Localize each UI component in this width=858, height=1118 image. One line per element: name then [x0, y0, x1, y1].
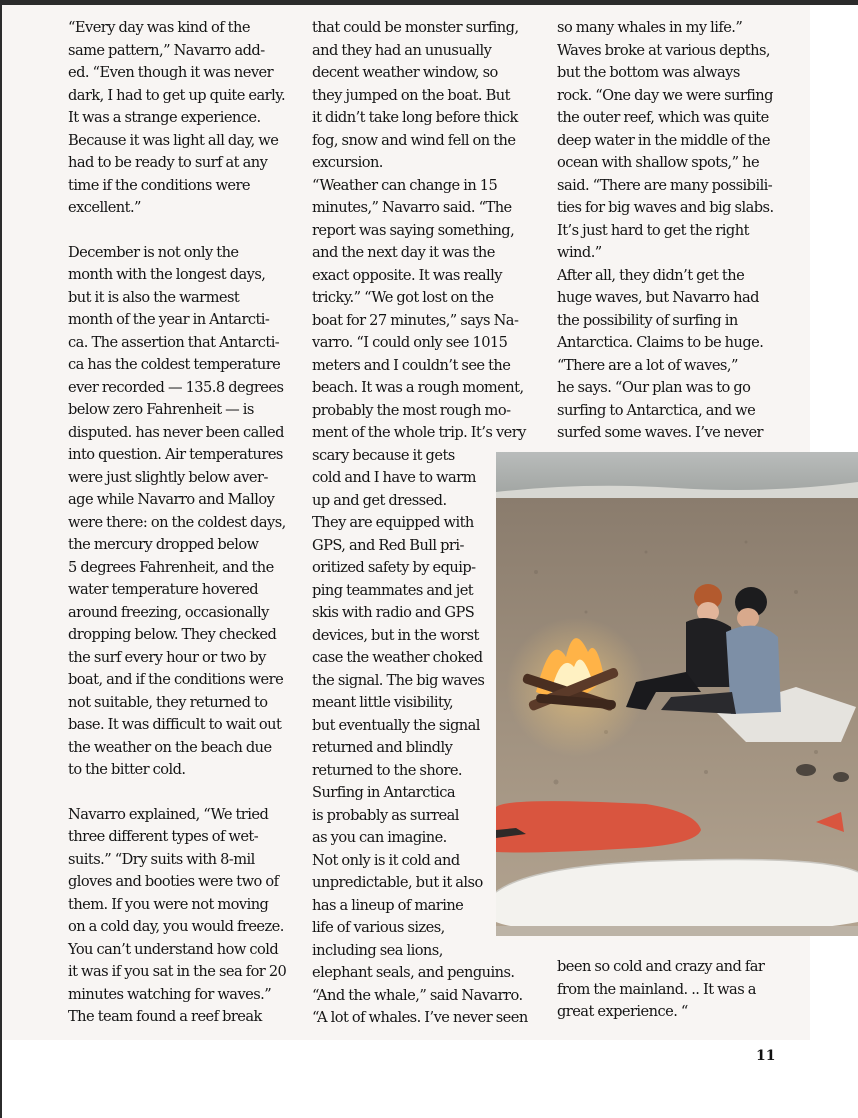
- paragraph: “Weather can change in 15 minutes,” Navarro said. “The report was saying something, and the next day it was the exact opposite. It was really tricky.” “We got lost on the boat for 27 minutes,” says Na- varro. “I could only see 1015 meters and I couldn’t see the beach. It was a rough moment, probably the most rough mo- ment of the whole trip. It’s very scary because it gets cold and I have to warm up and get dressed.: [312, 176, 526, 509]
- beach-campfire-photo: [496, 452, 858, 936]
- page-number: 11: [756, 1048, 776, 1064]
- paragraph: that could be monster surfing, and they had an unusually decent weather window, so they jumped on the boat. But it didn’t take long before thick fog, snow and wind fell on the excursion.: [312, 19, 519, 171]
- paragraph: After all, they didn’t get the huge waves, but Navarro had the possibility of surfing in Antarctica. Claims to be huge. “There are a lot of waves,” he says. “Our plan was to go surfing to Antarctica, and we surfed some waves. I’ve never: [557, 266, 764, 441]
- paragraph: been so cold and crazy and far from the mainland. .. It was a great experience. “: [557, 958, 765, 1020]
- paragraph: They are equipped with GPS, and Red Bull pri- oritized safety by equip- ping teammates and jet skis with radio and GPS devices, but in the worst case the weather choked the signal. The big waves meant little visibility, but eventually the signal returned and blindly returned to the shore.: [312, 514, 485, 779]
- paragraph: “Every day was kind of the same pattern,” Navarro add- ed. “Even though it was never dark, I had to get up quite early. It was a strange experience. Because it was light all day, we had to be ready to surf at any time if the conditions were excellent.”: [68, 19, 286, 216]
- paragraph: Navarro explained, “We tried three different types of wet- suits.” “Dry suits with 8-mil gloves and booties were two of them. If you were not moving on a cold day, you would freeze. You can’t understand how cold it was if you sat in the sea for 20 minutes watching for waves.” The team found a reef break: [68, 805, 287, 1025]
- text-column-1: [68, 17, 313, 1029]
- paragraph: Surfing in Antarctica is probably as surreal as you can imagine. Not only is it cold and unpredictable, but it also has a lineup of marine life of various sizes, including sea lions, elephant seals, and penguins. “And the whale,” said Navarro. “A lot of whales. I’ve never seen: [312, 784, 528, 1026]
- paragraph: December is not only the month with the longest days, but it is also the warmest month of the year in Antarcti- ca. The assertion that Antarcti- ca has the coldest temperature ever recorded — 135.8 degrees below zero Fahrenheit — is disputed. has never been called into question. Air temperatures were just slightly below aver- age while Navarro and Malloy were there: on the coldest days, the mercury dropped below 5 degrees Fahrenheit, and the water temperature hovered around freezing, occasionally dropping below. They checked the surf every hour or two by boat, and if the conditions were not suitable, they returned to base. It was difficult to wait out the weather on the beach due to the bitter cold.: [68, 243, 286, 778]
- text-column-3-continued: [557, 956, 807, 1024]
- text-column-3: [557, 17, 807, 445]
- paragraph: so many whales in my life.” Waves broke at various depths, but the bottom was always rock. “One day we were surfing the outer reef, which was quite deep water in the middle of the ocean with shallow spots,” he said. “There are many possibili- ties for big waves and big slabs. It’s just hard to get the right wind.”: [557, 19, 774, 261]
